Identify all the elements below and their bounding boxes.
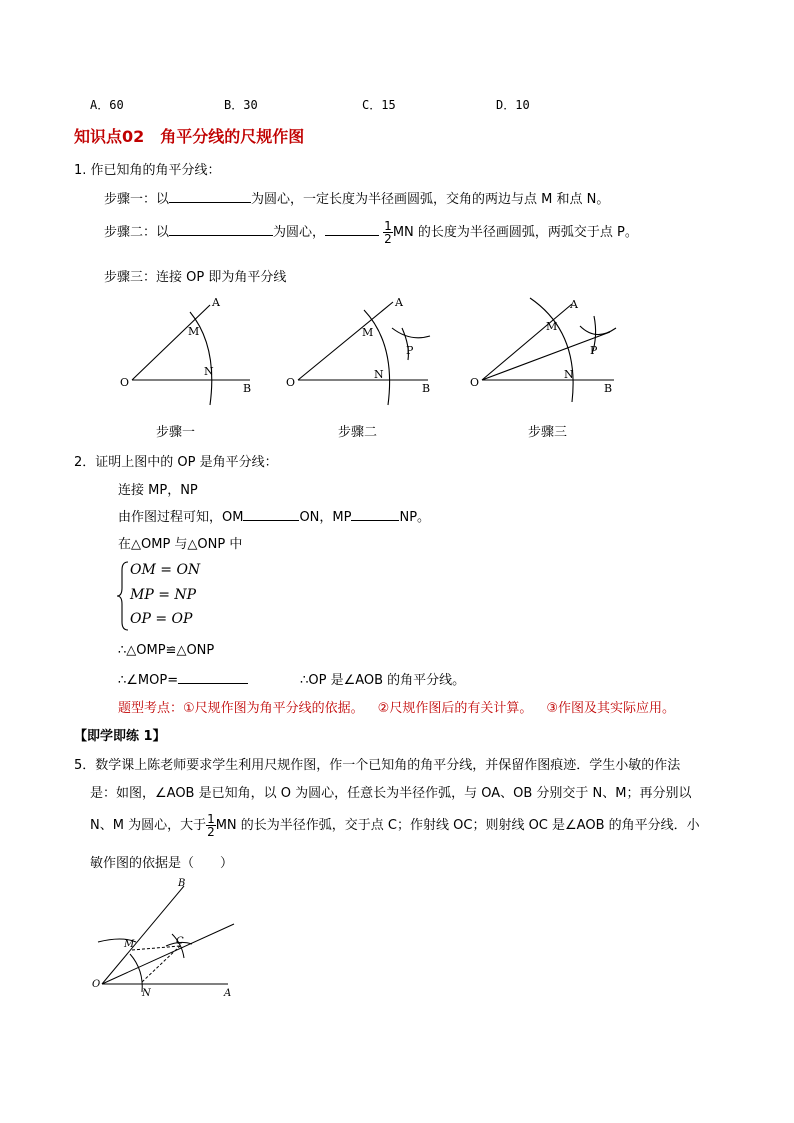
equation-mp-np: MP = NP xyxy=(130,587,197,603)
step2-prefix: 步骤二：以 xyxy=(104,225,170,240)
arc-p-a-2 xyxy=(392,328,430,338)
option-a: A．60 xyxy=(90,98,124,112)
line2-part-b: ON，MP xyxy=(299,510,352,525)
step3: 步骤三：连接 OP 即为角平分线 xyxy=(104,270,287,285)
q5-label-c: C xyxy=(176,936,184,947)
exam-points-label: 题型考点： xyxy=(118,701,184,716)
frac-denominator: 2 xyxy=(384,232,392,246)
item2-title: 2．证明上图中的 OP 是角平分线： xyxy=(74,455,278,470)
label-a-1: A xyxy=(212,296,220,309)
label-n-2: N xyxy=(374,368,384,381)
step2-blank2 xyxy=(325,222,379,236)
exam-point-1: ①尺规作图为角平分线的依据。 xyxy=(183,701,364,716)
segment-mc xyxy=(132,946,180,950)
step2-suffix: MN 的长度为半径画圆弧，两弧交于点 P。 xyxy=(392,225,638,240)
item2-line5 xyxy=(118,669,465,688)
exam-points xyxy=(118,697,675,716)
option-b: B．30 xyxy=(224,98,258,112)
label-p-2: P xyxy=(406,344,414,357)
label-a-2: A xyxy=(395,296,403,309)
q5-line3-part-b: MN 的长为半径作弧，交于点 C；作射线 OC；则射线 OC 是∠AOB 的角平分线．小 xyxy=(215,818,700,833)
equation-om-on: OM = ON xyxy=(130,562,201,578)
equation-op-op: OP = OP xyxy=(130,611,193,627)
arc-mn-3 xyxy=(530,298,573,402)
q5-label-n: N xyxy=(142,988,151,999)
practice-title: 【即学即练 1】 xyxy=(74,729,166,744)
angle-blank xyxy=(178,670,248,684)
mp-np-blank xyxy=(351,507,399,521)
label-b-3: B xyxy=(604,382,613,395)
q5-line1: 5．数学课上陈老师要求学生利用尺规作图，作一个已知角的角平分线，并保留作图痕迹．学生小敏的作法 xyxy=(74,758,681,773)
q5-label-b: B xyxy=(178,878,186,889)
line5-conclusion: ∴OP 是∠AOB 的角平分线。 xyxy=(300,673,466,688)
frac-numerator: 1 xyxy=(384,219,392,233)
arc-n xyxy=(130,954,142,992)
ray-oc xyxy=(102,924,234,984)
step1-blank xyxy=(169,189,251,203)
label-b-1: B xyxy=(243,382,252,395)
step2-blank1 xyxy=(169,222,273,236)
label-m-3: M xyxy=(546,320,558,333)
q5-line2: 是：如图，∠AOB 是已知角，以 O 为圆心，任意长为半径作弧，与 OA、OB 分别交于 N、M；再分别以 xyxy=(90,786,692,801)
label-b-2: B xyxy=(422,382,431,395)
arc-p-a-3 xyxy=(580,326,616,335)
label-n-1: N xyxy=(204,365,214,378)
option-c: C．15 xyxy=(362,98,396,112)
item2-line2 xyxy=(118,506,430,525)
label-o-1: O xyxy=(120,376,130,389)
q5-line3 xyxy=(90,813,700,838)
item2-line3: 在△OMP 与△ONP 中 xyxy=(118,537,243,552)
q5-frac-numerator: 1 xyxy=(207,812,215,826)
caption-step2: 步骤二 xyxy=(338,425,378,440)
arc-mn-2 xyxy=(364,310,390,405)
q5-label-a: A xyxy=(224,988,232,999)
line5-angle: ∴∠MOP= xyxy=(118,673,179,688)
item1-title: 1. 作已知角的角平分线： xyxy=(74,163,221,178)
label-o-2: O xyxy=(286,376,296,389)
om-on-blank xyxy=(243,507,299,521)
construction-figures xyxy=(110,290,670,410)
figure-step1 xyxy=(132,305,250,405)
step2-middle: 为圆心， xyxy=(273,225,326,240)
caption-step1: 步骤一 xyxy=(156,425,196,440)
q5-frac-denominator: 2 xyxy=(207,825,215,839)
ray-ob xyxy=(102,886,184,984)
ray-oa-1 xyxy=(132,305,210,380)
label-p-3: P xyxy=(590,344,598,357)
label-a-3: A xyxy=(570,298,578,311)
step2-fraction xyxy=(383,220,393,245)
q5-line3-part-a: N、M 为圆心，大于 xyxy=(90,818,207,833)
ray-oa-3 xyxy=(482,304,572,380)
step1 xyxy=(104,188,609,207)
line2-part-c: NP。 xyxy=(399,510,431,525)
item2-congruent: ∴△OMP≌△ONP xyxy=(118,643,215,658)
q5-label-m: M xyxy=(124,939,135,950)
system-brace xyxy=(116,560,130,632)
line2-part-a: 由作图过程可知，OM xyxy=(118,510,244,525)
step1-prefix: 步骤一：以 xyxy=(104,192,170,207)
label-m-1: M xyxy=(188,325,200,338)
q5-line4: 敏作图的依据是（ ） xyxy=(90,856,234,871)
step2 xyxy=(104,220,638,245)
exam-point-3: ③作图及其实际应用。 xyxy=(546,701,675,716)
item2-line1: 连接 MP，NP xyxy=(118,483,198,498)
step1-suffix: 为圆心，一定长度为半径画圆弧，交角的两边与点 M 和点 N。 xyxy=(251,192,610,207)
label-m-2: M xyxy=(362,326,374,339)
q5-figure xyxy=(88,874,248,1000)
option-d: D．10 xyxy=(496,98,530,112)
label-o-3: O xyxy=(470,376,480,389)
caption-step3: 步骤三 xyxy=(528,425,568,440)
exam-point-2: ②尺规作图后的有关计算。 xyxy=(377,701,533,716)
q5-label-o: O xyxy=(92,979,101,990)
q5-fraction xyxy=(206,813,216,838)
section-title: 知识点02 角平分线的尺规作图 xyxy=(74,127,305,146)
label-n-3: N xyxy=(564,368,574,381)
